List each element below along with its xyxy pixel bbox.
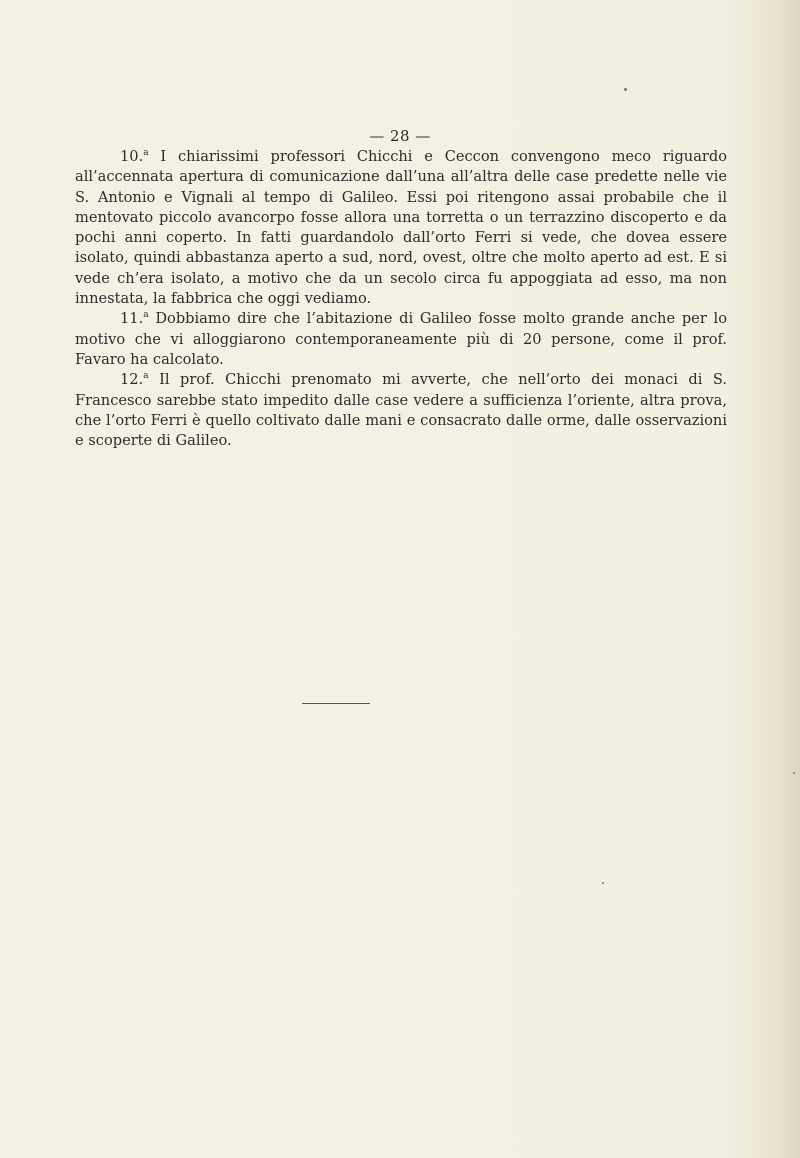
paragraph-12 bbox=[75, 370, 727, 451]
paragraph-superscript: a bbox=[143, 148, 149, 159]
paragraph-superscript: a bbox=[143, 371, 149, 382]
paper-speck bbox=[793, 772, 795, 774]
body-text bbox=[75, 147, 727, 451]
paragraph-superscript: a bbox=[143, 310, 149, 321]
page-number: — 28 — bbox=[369, 127, 431, 145]
paragraph-11 bbox=[75, 309, 727, 370]
paragraph-text: Dobbiamo dire che l’abitazione di Galileo fosse molto grande anche per lo motivo che vi alloggiarono contemporaneamente più di 20 persone, come il prof. Favaro ha calcolato. bbox=[75, 310, 727, 368]
paper-speck bbox=[624, 88, 627, 91]
paragraph-number: 10. bbox=[120, 148, 144, 165]
paragraph-10 bbox=[75, 147, 727, 309]
paper-speck bbox=[602, 882, 604, 884]
paragraph-text: I chiarissimi professori Chicchi e Ceccon convengono meco riguardo all’accennata apertura di comunicazione dall’una all’altra delle case predette nelle vie S. Antonio e Vignali al tempo di Galileo. Essi poi ritengono assai probabile che il mentovato piccolo avancorpo fosse allora una torretta o un terrazzino discoperto e da pochi anni coperto. In fatti guardandolo dall’orto Ferri si vede, che dovea essere isolato, quindi abbastanza aperto a sud, nord, ovest, oltre che molto aperto ad est. E si vede ch’era isolato, a motivo che da un secolo circa fu appoggiata ad esso, ma non innestata, la fabbrica che oggi vediamo. bbox=[75, 148, 727, 308]
paragraph-number: 12. bbox=[120, 371, 144, 389]
paragraph-text: Il prof. Chicchi prenomato mi avverte, che nell’orto dei monaci di S. Francesco sarebbe stato impedito dalle case vedere a sufficienza l’oriente, altra prova, che l’orto Ferri è quello coltivato dalle mani e consacrato dalle orme, dalle osservazioni e scoperte di Galileo. bbox=[75, 371, 727, 450]
paragraph-number: 11. bbox=[120, 310, 144, 328]
end-rule bbox=[302, 703, 370, 704]
